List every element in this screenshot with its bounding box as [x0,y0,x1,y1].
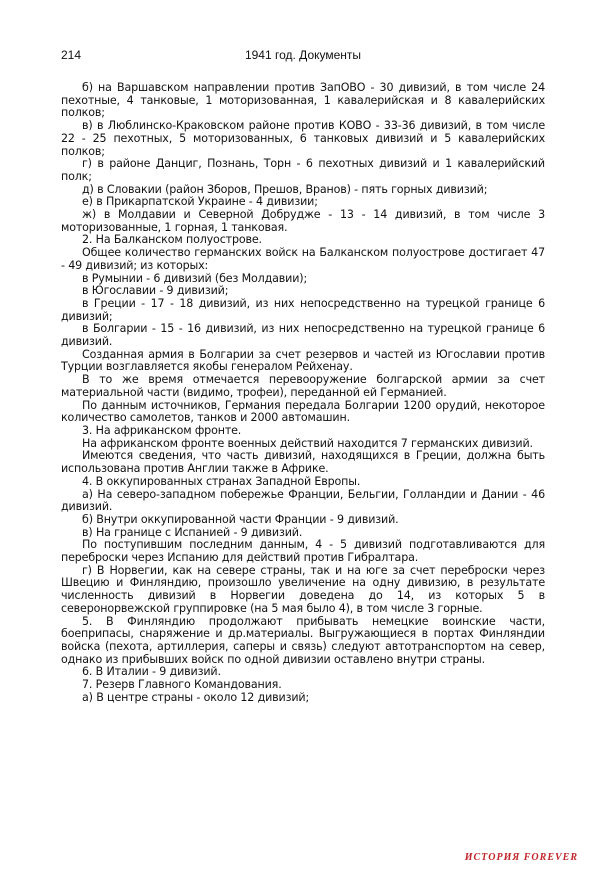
watermark: ИСТОРИЯ FOREVER [464,852,578,863]
paragraph-slovakia: д) в Словакии (район Зборов, Прешов, Вранов) - пять горных дивизий; [82,182,488,196]
page-header [61,48,545,64]
paragraph-lublin-krakow: в) в Люблинско-Краковском районе против КОВО - 33-36 дивизий, в том числе 22 - 25 пехотных, 5 моторизованных, 6 танковых дивизий и 5 кавалерийских полков; [61,119,545,158]
paragraph-germany-transfer: По данным источников, Германия передала Болгарии 1200 орудий, некоторое количество самолетов, танков и 2000 автомашин. [61,398,545,425]
paragraph-center-country: а) В центре страны - около 12 дивизий; [82,690,310,704]
heading-balkans: 2. На Балканском полуострове. [82,233,262,247]
page-number: 214 [61,48,82,62]
paragraph-warsaw-direction: б) на Варшавском направлении против ЗапОВО - 30 дивизий, в том числе 24 пехотные, 4 танковые, 1 моторизованная, 1 кавалерийская и 8 кавалерийских полков; [61,81,545,120]
paragraph-finland: 5. В Финляндию продолжают прибывать немецкие воинские части, боеприпасы, снаряжение и др.материалы. Выгружающиеся в портах Финляндии войска (пехота, артиллерия, саперы и связь) следуют автотранспортом на север, однако из прибывших войск по одной дивизии оставлено внутри страны. [61,614,545,666]
paragraph-carpathian-ukraine: е) в Прикарпатской Украине - 4 дивизии; [82,195,318,209]
paragraph-moldavia-dobruja: ж) в Молдавии и Северной Добрудже - 13 - 14 дивизий, в том числе 3 моторизованные, 1 горная, 1 танковая. [61,208,545,234]
paragraph-gibraltar: По поступившим последним данным, 4 - 5 дивизий подготавливаются для переброски через Испанию для действий против Гибралтара. [61,538,545,565]
heading-western-europe: 4. В оккупированных странах Западной Европы. [82,474,361,488]
heading-high-command-reserve: 7. Резерв Главного Командования. [82,678,282,692]
list-item-greece: в Греции - 17 - 18 дивизий, из них непосредственно на турецкой границе 6 дивизий; [61,296,545,323]
list-item-yugoslavia: в Югославии - 9 дивизий; [82,284,229,298]
paragraph-african-front: На африканском фронте военных действий находится 7 германских дивизий. [82,436,533,450]
paragraph-balkans-total: Общее количество германских войск на Балканском полуострове достигает 47 - 49 дивизий; из которых: [61,246,545,272]
list-item-bulgaria: в Болгарии - 15 - 16 дивизий, из них непосредственно на турецкой границе 6 дивизий. [61,322,545,349]
paragraph-bulgaria-rearmament: В то же время отмечается перевооружение болгарской армии за счет материальной части (видимо, трофеи), переданной ей Германией. [61,373,545,399]
document-body [61,82,545,704]
paragraph-norway: г) В Норвегии, как на севере страны, так и на юге за счет переброски через Швецию и Финляндию, произошло увеличение на одну дивизию, в результате численность дивизий в Норвегии доведена до 14, из которых 5 в северонорвежской группировке (на 5 мая было 4), в том числе 3 горные. [61,563,545,615]
heading-african-front: 3. На африканском фронте. [82,423,242,437]
paragraph-italy: 6. В Италии - 9 дивизий. [82,665,221,679]
running-title: 1941 год. Документы [244,48,362,62]
list-item-romania: в Румынии - 6 дивизий (без Молдавии); [82,271,308,285]
paragraph-greece-divisions: Имеются сведения, что часть дивизий, находящихся в Греции, должна быть использована против Англии также в Африке. [61,449,545,476]
paragraph-bulgaria-army: Созданная армия в Болгарии за счет резервов и частей из Югославии против Турции возглавляется якобы генералом Рейхенау. [61,347,545,374]
paragraph-occupied-france: б) Внутри оккупированной части Франции - 9 дивизий. [82,512,399,526]
paragraph-danzig-poznan: г) в районе Данциг, Познань, Торн - 6 пехотных дивизий и 1 кавалерийский полк; [61,157,545,183]
paragraph-spanish-border: в) На границе с Испанией - 9 дивизий. [82,525,303,539]
paragraph-northwest-coast: а) На северо-западном побережье Франции, Бельгии, Голландии и Дании - 46 дивизий. [61,487,545,514]
